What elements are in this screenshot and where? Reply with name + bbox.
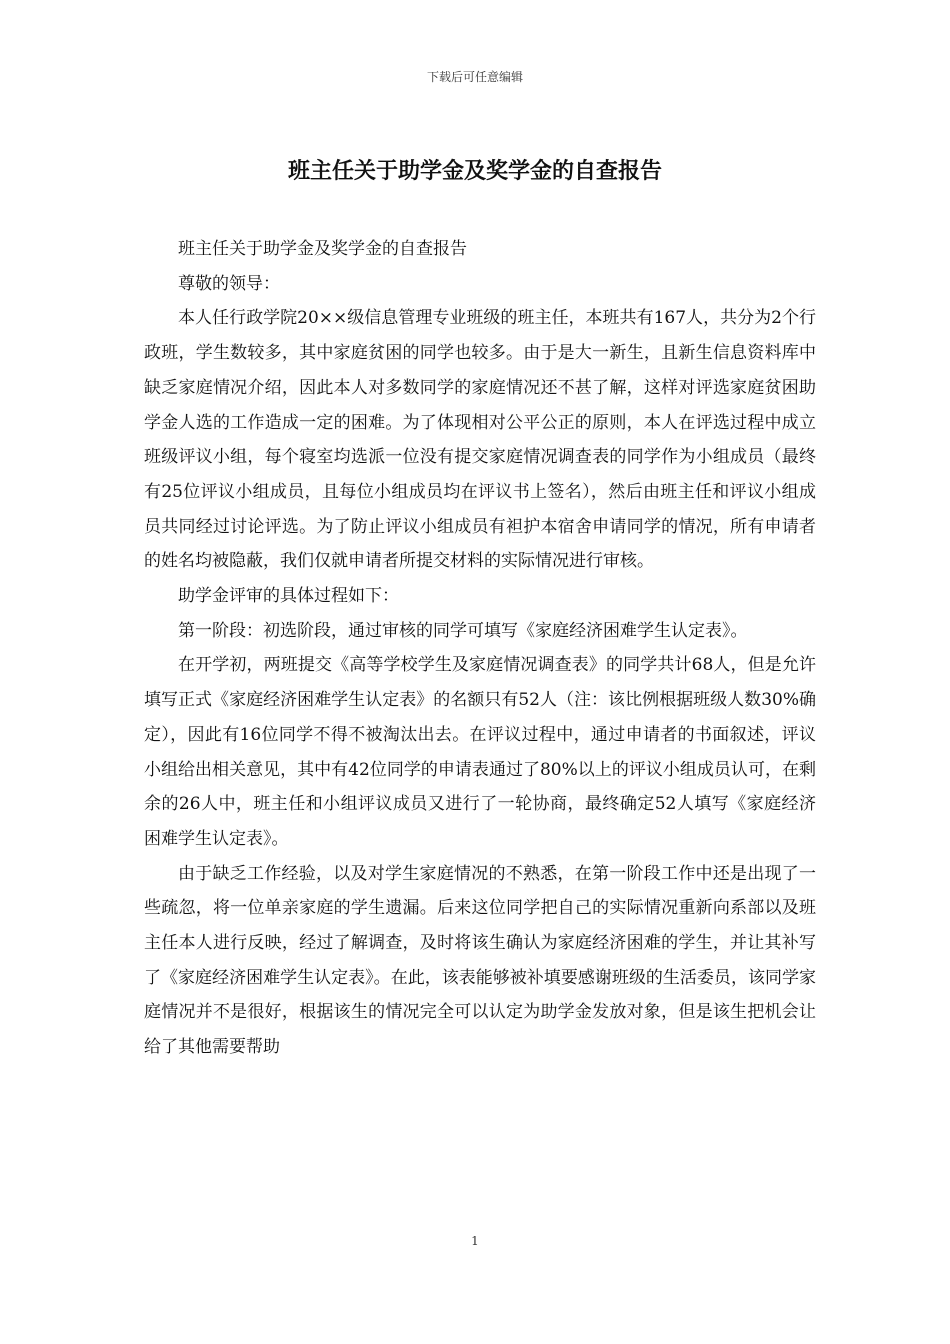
page-number: 1 (471, 1234, 479, 1248)
paragraph-process-heading: 助学金评审的具体过程如下： (178, 586, 399, 607)
paragraph-salutation: 尊敬的领导： (178, 273, 280, 294)
paragraph-intro: 本人任行政学院20××级信息管理专业班级的班主任，本班共有167人，共分为2个行政班，学生数较多，其中家庭贫困的同学也较多。由于是大一新生，且新生信息资料库中缺乏家庭情况介绍，因此本人对多数同学的家庭情况还不甚了解，这样对评选家庭贫困助学金人选的工作造成一定的困难。为了体现相对公平公正的原则，本人在评选过程中成立班级评议小组，每个寝室均选派一位没有提交家庭情况调查表的同学作为小组成员（最终有25位评议小组成员，且每位小组成员均在评议书上签名），然后由班主任和评议小组成员共同经过讨论评选。为了防止评议小组成员有袒护本宿舍申请同学的情况，所有申请者的姓名均被隐蔽，我们仅就申请者所提交材料的实际情况进行审核。 (144, 308, 816, 572)
paragraph-subtitle: 班主任关于助学金及奖学金的自查报告 (178, 239, 467, 259)
document-title: 班主任关于助学金及奖学金的自查报告 (287, 159, 662, 184)
paragraph-stage-one: 第一阶段：初选阶段，通过审核的同学可填写《家庭经济困难学生认定表》。 (178, 620, 748, 641)
header-note: 下载后可任意编辑 (426, 70, 523, 84)
paragraph-stage-one-detail: 在开学初，两班提交《高等学校学生及家庭情况调查表》的同学共计68人，但是允许填写正式《家庭经济困难学生认定表》的名额只有52人（注：该比例根据班级人数30%确定），因此有16位同学不得不被淘汰出去。在评议过程中，通过申请者的书面叙述，评议小组给出相关意见，其中有42位同学的申请表通过了80%以上的评议小组成员认可，在剩余的26人中，班主任和小组评议成员又进行了一轮协商，最终确定52人填写《家庭经济困难学生认定表》。 (144, 655, 816, 849)
document-body (144, 232, 816, 1065)
paragraph-oversight: 由于缺乏工作经验，以及对学生家庭情况的不熟悉，在第一阶段工作中还是出现了一些疏忽，将一位单亲家庭的学生遗漏。后来这位同学把自己的实际情况重新向系部以及班主任本人进行反映，经过了解调查，及时将该生确认为家庭经济困难的学生，并让其补写了《家庭经济困难学生认定表》。在此，该表能够被补填要感谢班级的生活委员，该同学家庭情况并不是很好，根据该生的情况完全可以认定为助学金发放对象，但是该生把机会让给了其他需要帮助 (144, 863, 816, 1058)
